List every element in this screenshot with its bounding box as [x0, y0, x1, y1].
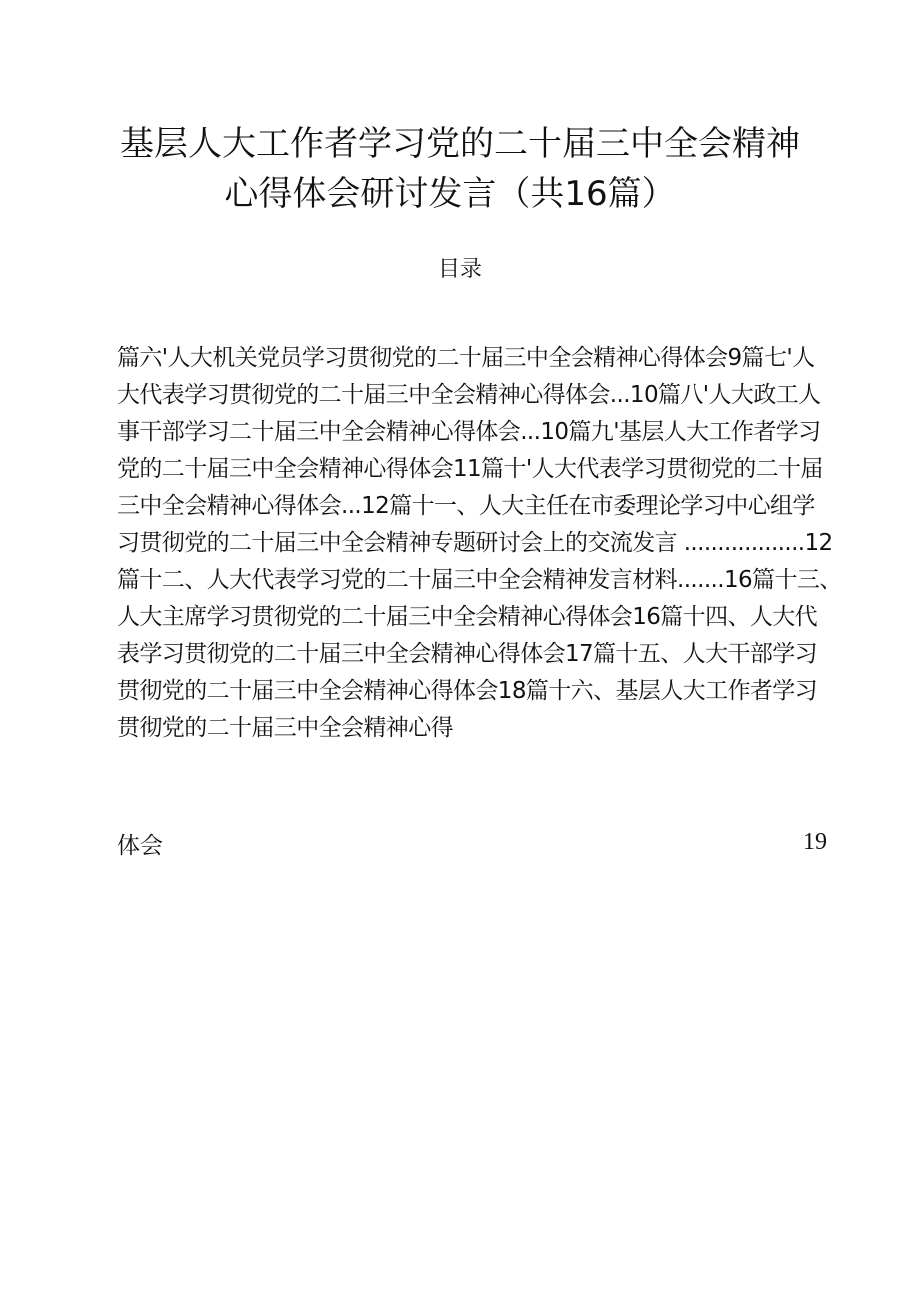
- toc-line: 篇六'人大机关党员学习贯彻党的二十届三中全会精神心得体会9篇七'人: [117, 345, 815, 371]
- toc-page-number: 19: [803, 829, 827, 855]
- table-of-contents: [117, 340, 842, 747]
- document-title-line-2: 心得体会研讨发言（共16篇）: [224, 174, 676, 214]
- toc-line: 贯彻党的二十届三中全会精神心得体会18篇十六、基层人大工作者学习: [117, 678, 818, 704]
- toc-line: 大代表学习贯彻党的二十届三中全会精神心得体会...10篇八'人大政工人: [117, 382, 821, 408]
- toc-last-entry: [117, 828, 827, 865]
- toc-line: 党的二十届三中全会精神心得体会11篇十'人大代表学习贯彻党的二十届: [117, 456, 823, 482]
- document-title-line-1: 基层人大工作者学习党的二十届三中全会精神: [120, 124, 800, 164]
- toc-last-entry-text: 体会: [117, 833, 163, 859]
- toc-heading: 目录: [437, 257, 482, 282]
- toc-line: 人大主席学习贯彻党的二十届三中全会精神心得体会16篇十四、人大代: [117, 604, 818, 630]
- toc-line: 篇十二、人大代表学习党的二十届三中全会精神发言材料.......16篇十三、: [117, 567, 842, 593]
- toc-line: 三中全会精神心得体会...12篇十一、人大主任在市委理论学习中心组学: [117, 493, 815, 519]
- toc-line: 习贯彻党的二十届三中全会精神专题研讨会上的交流发言 ..................12: [117, 530, 833, 556]
- toc-line: 表学习贯彻党的二十届三中全会精神心得体会17篇十五、人大干部学习: [117, 641, 818, 667]
- toc-line: 贯彻党的二十届三中全会精神心得: [117, 715, 454, 741]
- toc-line: 事干部学习二十届三中全会精神心得体会...10篇九'基层人大工作者学习: [117, 419, 821, 445]
